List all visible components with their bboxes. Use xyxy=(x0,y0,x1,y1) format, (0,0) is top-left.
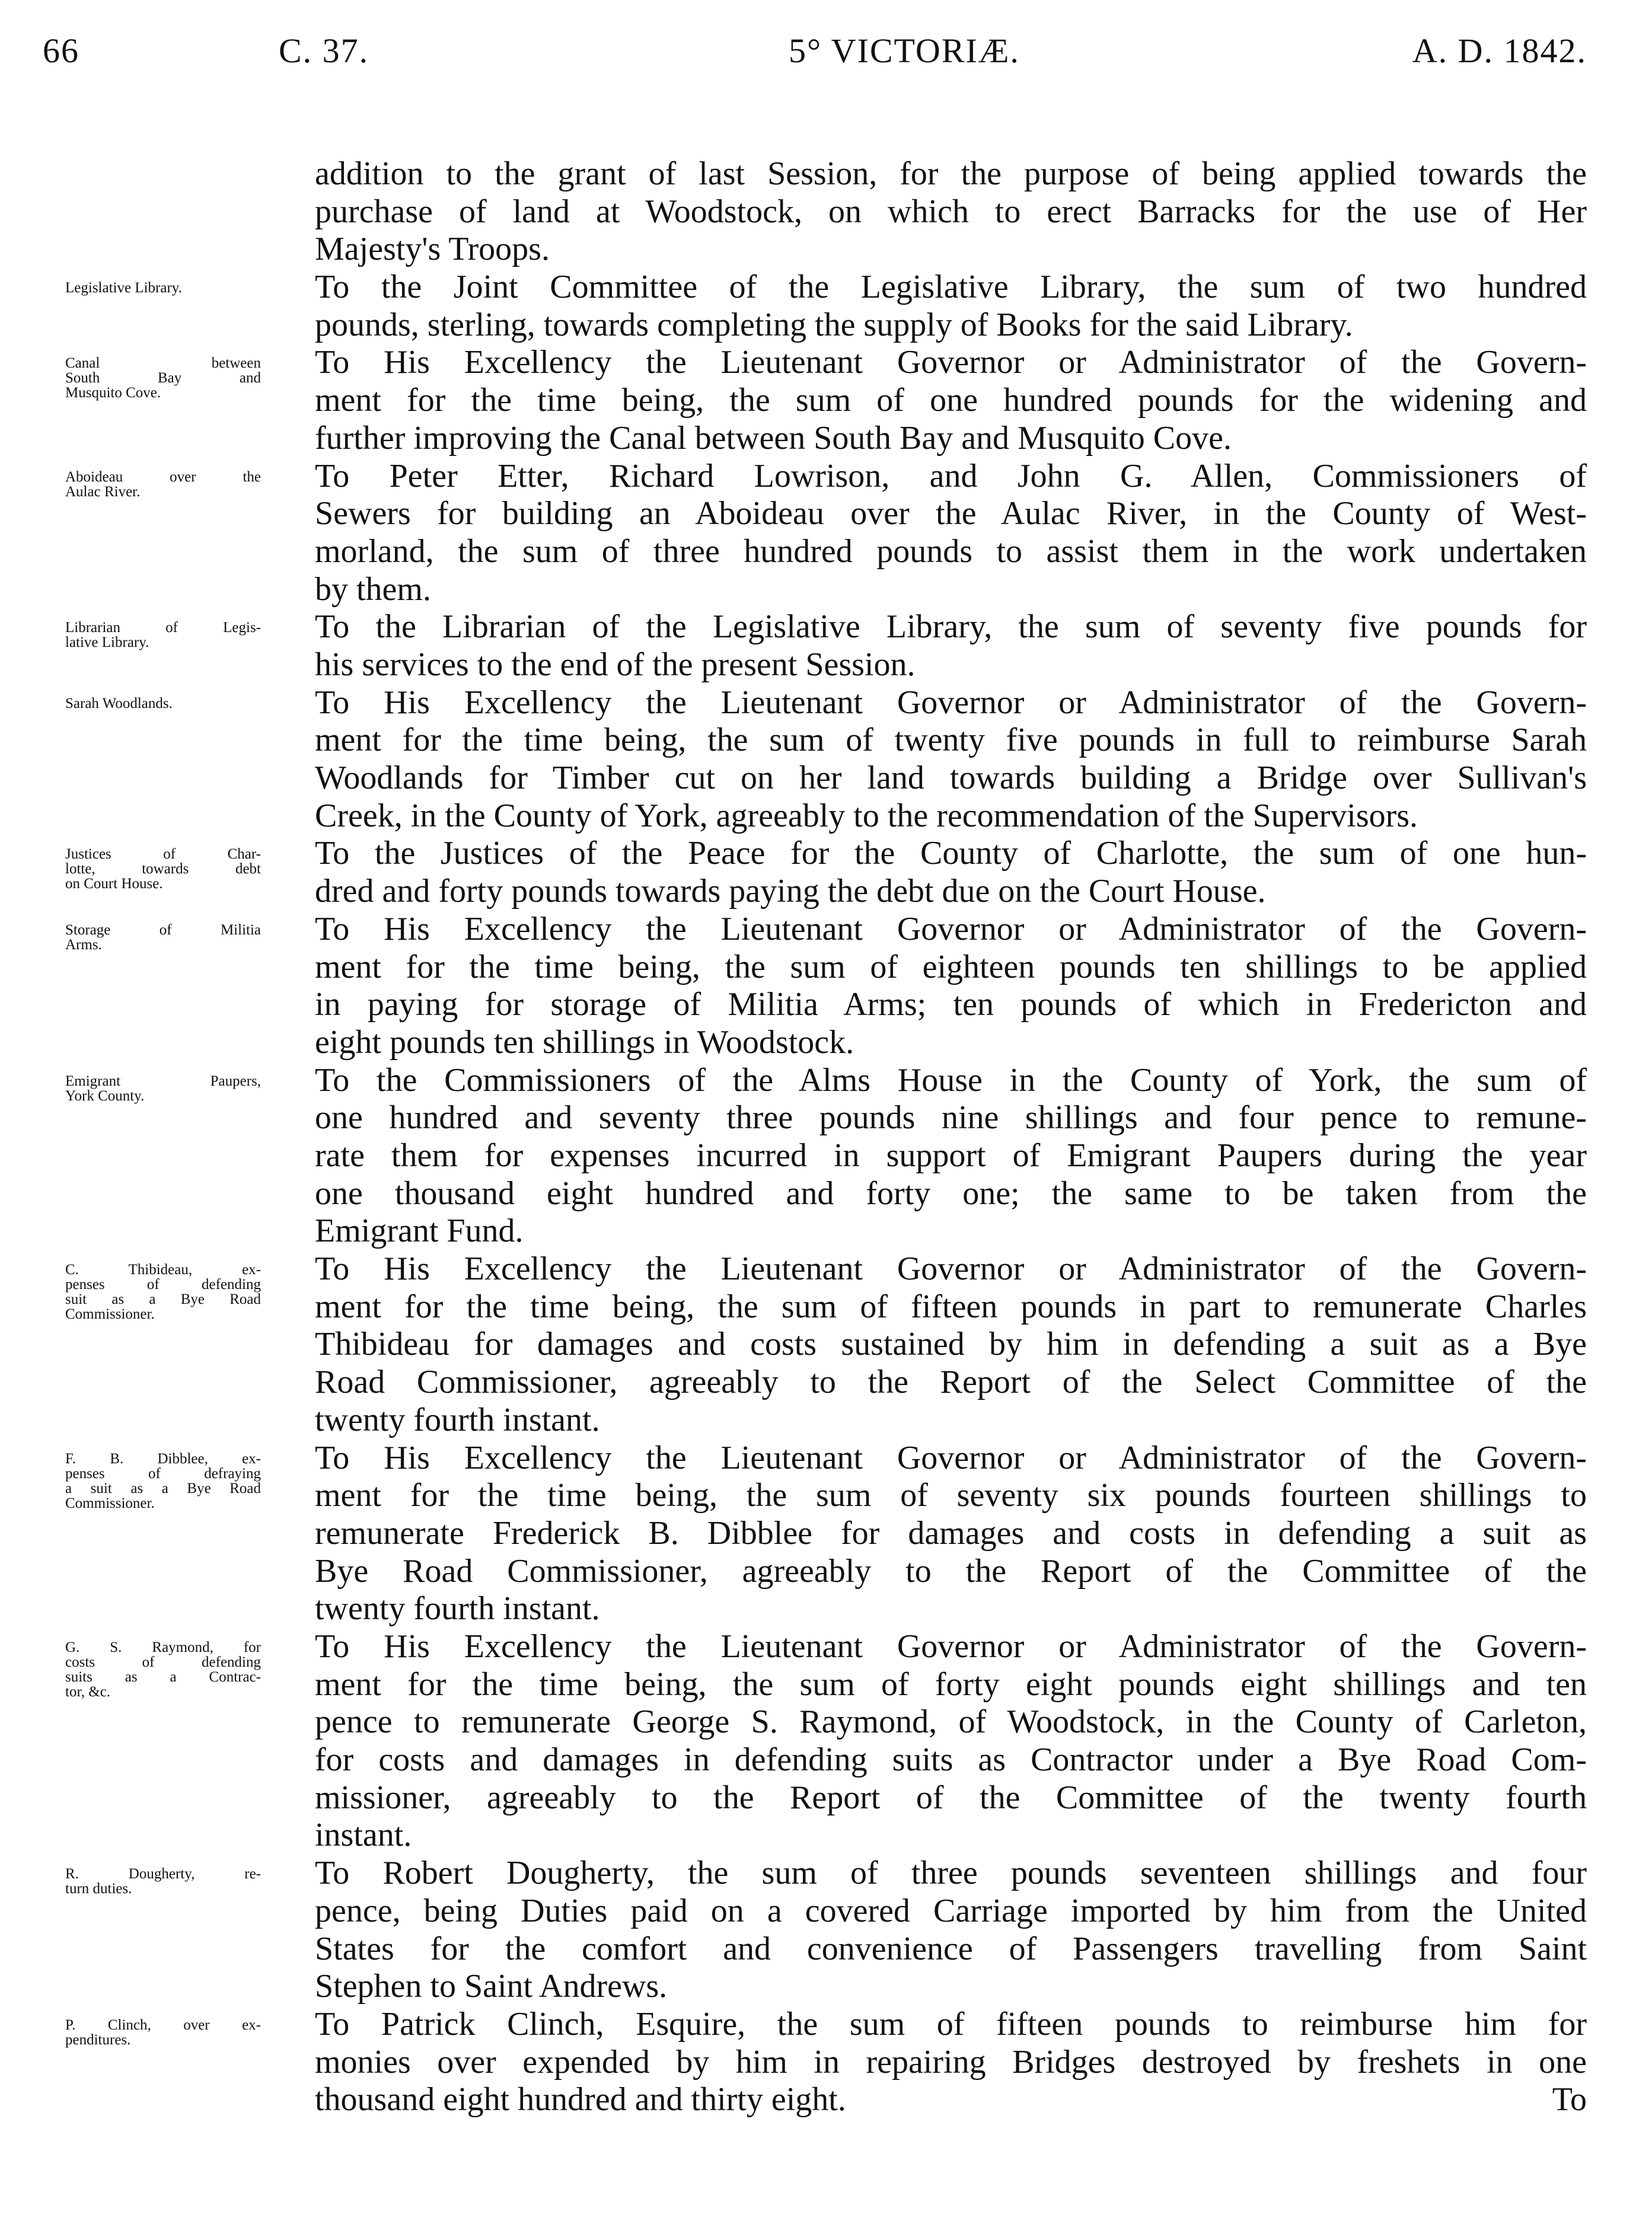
line-text: To His Excellency the Lieutenant Governor or Administrator of the Govern- xyxy=(315,344,1587,381)
margin-note-line: Justices of Char- xyxy=(65,846,261,863)
margin-note-line: Commissioner. xyxy=(65,1495,155,1511)
text-line xyxy=(315,1440,1587,1478)
appropriation-entry xyxy=(65,344,1587,457)
line-text: for costs and damages in defending suits as Contractor under a Bye Road Com- xyxy=(315,1741,1587,1779)
margin-note-line: turn duties. xyxy=(65,1881,132,1897)
line-text: eight pounds ten shillings in Woodstock. xyxy=(315,1023,854,1061)
text-line xyxy=(315,1099,1587,1137)
paragraph xyxy=(315,684,1587,835)
margin-note-line: penses of defraying xyxy=(65,1465,261,1482)
line-text: Stephen to Saint Andrews. xyxy=(315,1968,668,2005)
appropriation-entry xyxy=(65,911,1587,1062)
regnal-year: 5° VICTORIÆ. xyxy=(789,31,1020,70)
document-body xyxy=(65,155,1587,2119)
appropriation-entry xyxy=(65,1062,1587,1250)
appropriation-entry xyxy=(65,1250,1587,1439)
line-text: Road Commissioner, agreeably to the Report of the Select Committee of the xyxy=(315,1364,1587,1401)
paragraph xyxy=(315,1062,1587,1250)
line-text: his services to the end of the present Session. xyxy=(315,646,916,683)
line-text: missioner, agreeably to the Report of the Committee of the twenty fourth xyxy=(315,1779,1587,1816)
paragraph xyxy=(315,911,1587,1062)
chapter-number: C. 37. xyxy=(279,31,369,70)
text-line xyxy=(315,1137,1587,1175)
text-line xyxy=(315,760,1587,797)
calendar-year: A. D. 1842. xyxy=(1412,31,1587,70)
margin-note-line: suits as a Contrac- xyxy=(65,1668,261,1685)
line-text: To His Excellency the Lieutenant Governor or Administrator of the Govern- xyxy=(315,1628,1587,1665)
text-line xyxy=(315,949,1587,987)
line-text: one hundred and seventy three pounds nine shillings and four pence to remune- xyxy=(315,1099,1587,1137)
margin-note-line: Musquito Cove. xyxy=(65,385,161,401)
margin-note xyxy=(65,1062,261,1250)
margin-note xyxy=(65,344,261,457)
margin-note xyxy=(65,1628,261,1855)
line-text: To His Excellency the Lieutenant Governor or Administrator of the Govern- xyxy=(315,684,1587,721)
text-line xyxy=(315,2081,1587,2119)
appropriation-entry xyxy=(65,1628,1587,1855)
appropriation-entry xyxy=(65,608,1587,684)
appropriation-entry xyxy=(65,269,1587,344)
line-text: To His Excellency the Lieutenant Governor or Administrator of the Govern- xyxy=(315,910,1587,947)
appropriation-entry xyxy=(65,835,1587,910)
text-line xyxy=(315,231,1587,269)
text-line xyxy=(315,533,1587,571)
line-text: ment for the time being, the sum of seventy six pounds fourteen shillings to xyxy=(315,1477,1587,1514)
appropriation-entry xyxy=(65,684,1587,835)
line-text: pounds, sterling, towards completing the supply of Books for the said Library. xyxy=(315,306,1353,343)
text-line xyxy=(315,1212,1587,1250)
text-line xyxy=(315,269,1587,307)
text-line xyxy=(315,1062,1587,1100)
line-text: monies over expended by him in repairing Bridges destroyed by freshets in one xyxy=(315,2043,1587,2081)
line-text: ment for the time being, the sum of twenty five pounds in full to reimburse Sarah xyxy=(315,722,1587,759)
line-text: To Peter Etter, Richard Lowrison, and John G. Allen, Commissioners of xyxy=(315,457,1587,494)
appropriation-entry xyxy=(65,2006,1587,2119)
margin-note-line: tor, &c. xyxy=(65,1683,111,1700)
margin-note-line: suit as a Bye Road xyxy=(65,1291,261,1308)
text-line xyxy=(315,458,1587,496)
text-line xyxy=(315,911,1587,949)
text-line xyxy=(315,1364,1587,1402)
line-text: addition to the grant of last Session, for the purpose of being applied towards the xyxy=(315,155,1587,192)
line-text: thousand eight hundred and thirty eight. xyxy=(315,2081,846,2118)
text-line xyxy=(315,1477,1587,1515)
text-line xyxy=(315,2006,1587,2044)
line-text: twenty fourth instant. xyxy=(315,1590,600,1628)
margin-note xyxy=(65,1440,261,1628)
text-line xyxy=(315,1968,1587,2006)
paragraph xyxy=(315,835,1587,910)
text-line xyxy=(315,1553,1587,1591)
paragraph xyxy=(315,1855,1587,2006)
text-line xyxy=(315,835,1587,873)
line-text: in paying for storage of Militia Arms; ten pounds of which in Fredericton and xyxy=(315,986,1587,1023)
line-text: purchase of land at Woodstock, on which to erect Barracks for the use of Her xyxy=(315,193,1587,230)
paragraph xyxy=(315,608,1587,684)
margin-note-line: P. Clinch, over ex- xyxy=(65,2016,261,2033)
paragraph xyxy=(315,458,1587,609)
text-line xyxy=(315,684,1587,722)
paragraph xyxy=(315,1250,1587,1439)
text-line xyxy=(315,873,1587,911)
line-text: Sewers for building an Aboideau over the Aulac River, in the County of West- xyxy=(315,495,1587,532)
text-line xyxy=(315,382,1587,420)
line-text: ment for the time being, the sum of fifteen pounds in part to remunerate Charles xyxy=(315,1288,1587,1325)
line-text: Thibideau for damages and costs sustained by him in defending a suit as a Bye xyxy=(315,1326,1587,1363)
margin-note-line: Emigrant Paupers, xyxy=(65,1073,261,1089)
margin-note-line: Librarian of Legis- xyxy=(65,620,261,636)
paragraph xyxy=(315,344,1587,457)
line-text: dred and forty pounds towards paying the debt due on the Court House. xyxy=(315,873,1266,910)
line-text: one thousand eight hundred and forty one; the same to be taken from the xyxy=(315,1175,1587,1212)
paragraph xyxy=(315,2006,1587,2119)
margin-note xyxy=(65,269,261,344)
line-text: twenty fourth instant. xyxy=(315,1401,600,1438)
text-line xyxy=(315,1175,1587,1213)
line-text: pence to remunerate George S. Raymond, of Woodstock, in the County of Carleton, xyxy=(315,1703,1587,1741)
margin-note-line: Aboideau over the xyxy=(65,468,261,485)
margin-note-line: Legislative Library. xyxy=(65,280,182,296)
margin-note-line: penditures. xyxy=(65,2031,131,2048)
line-text: rate them for expenses incurred in support of Emigrant Paupers during the year xyxy=(315,1137,1587,1174)
line-text: further improving the Canal between South Bay and Musquito Cove. xyxy=(315,419,1232,457)
margin-note-line: Sarah Woodlands. xyxy=(65,695,173,711)
text-line xyxy=(315,1590,1587,1628)
text-line xyxy=(315,307,1587,344)
margin-note xyxy=(65,458,261,609)
line-text: To His Excellency the Lieutenant Governor or Administrator of the Govern- xyxy=(315,1250,1587,1288)
margin-note-line: South Bay and xyxy=(65,370,261,387)
text-line xyxy=(315,2044,1587,2082)
text-line xyxy=(315,722,1587,760)
text-line xyxy=(315,1628,1587,1666)
paragraph xyxy=(315,269,1587,344)
margin-note-line: R. Dougherty, re- xyxy=(65,1866,261,1882)
margin-note-line: Commissioner. xyxy=(65,1306,155,1323)
text-line xyxy=(315,1402,1587,1440)
text-line xyxy=(315,1666,1587,1704)
line-text: States for the comfort and convenience of Passengers travelling from Saint xyxy=(315,1930,1587,1967)
margin-note-line: Storage of Militia xyxy=(65,921,261,938)
line-text: Creek, in the County of York, agreeably to the recommendation of the Supervisors. xyxy=(315,797,1418,834)
text-line xyxy=(315,1515,1587,1553)
line-text: Woodlands for Timber cut on her land towards building a Bridge over Sullivan's xyxy=(315,760,1587,797)
line-text: pence, being Duties paid on a covered Carriage imported by him from the United xyxy=(315,1892,1587,1929)
text-line xyxy=(315,495,1587,533)
line-text: To the Librarian of the Legislative Library, the sum of seventy five pounds for xyxy=(315,608,1587,646)
margin-note-line: costs of defending xyxy=(65,1654,261,1670)
margin-note-line: Aulac River. xyxy=(65,483,141,500)
text-line xyxy=(315,1326,1587,1364)
text-line xyxy=(315,193,1587,231)
margin-note xyxy=(65,155,261,269)
line-text: To Robert Dougherty, the sum of three pounds seventeen shillings and four xyxy=(315,1855,1587,1892)
line-text: ment for the time being, the sum of one hundred pounds for the widening and xyxy=(315,382,1587,419)
margin-note-line: lative Library. xyxy=(65,634,149,651)
text-line xyxy=(315,1250,1587,1288)
text-line xyxy=(315,1893,1587,1931)
line-text: To the Commissioners of the Alms House in the County of York, the sum of xyxy=(315,1061,1587,1099)
line-text: remunerate Frederick B. Dibblee for damages and costs in defending a suit as xyxy=(315,1514,1587,1552)
margin-note-line: a suit as a Bye Road xyxy=(65,1480,261,1497)
text-line xyxy=(315,571,1587,609)
page-number: 66 xyxy=(43,31,79,70)
margin-note-line: C. Thibideau, ex- xyxy=(65,1262,261,1278)
appropriation-entry xyxy=(65,1440,1587,1628)
margin-note xyxy=(65,911,261,1062)
paragraph xyxy=(315,1628,1587,1855)
text-line xyxy=(315,1779,1587,1817)
margin-note-line: G. S. Raymond, for xyxy=(65,1639,261,1655)
text-line xyxy=(315,1741,1587,1779)
margin-note xyxy=(65,608,261,684)
text-line xyxy=(315,646,1587,684)
text-line xyxy=(315,420,1587,458)
line-text: To the Justices of the Peace for the County of Charlotte, the sum of one hun- xyxy=(315,835,1587,872)
margin-note xyxy=(65,2006,261,2119)
margin-note xyxy=(65,835,261,910)
text-line xyxy=(315,1288,1587,1326)
text-line xyxy=(315,1024,1587,1062)
text-line xyxy=(315,1817,1587,1855)
appropriation-entry xyxy=(65,1855,1587,2006)
margin-note xyxy=(65,684,261,835)
line-text: Majesty's Troops. xyxy=(315,231,550,268)
line-text: To His Excellency the Lieutenant Governor or Administrator of the Govern- xyxy=(315,1439,1587,1476)
margin-note-line: lotte, towards debt xyxy=(65,861,261,878)
margin-note-line: F. B. Dibblee, ex- xyxy=(65,1450,261,1467)
text-line xyxy=(315,797,1587,835)
line-text: To Patrick Clinch, Esquire, the sum of fifteen pounds to reimburse him for xyxy=(315,2005,1587,2043)
line-text: Bye Road Commissioner, agreeably to the Report of the Committee of the xyxy=(315,1552,1587,1590)
text-line xyxy=(315,1931,1587,1968)
line-text: ment for the time being, the sum of eighteen pounds ten shillings to be applied xyxy=(315,948,1587,985)
margin-note-line: Arms. xyxy=(65,936,102,953)
text-line xyxy=(315,155,1587,193)
margin-note xyxy=(65,1250,261,1439)
line-text: ment for the time being, the sum of forty eight pounds eight shillings and ten xyxy=(315,1665,1587,1703)
margin-note-line: York County. xyxy=(65,1087,145,1104)
text-line xyxy=(315,986,1587,1024)
margin-note-line: on Court House. xyxy=(65,876,163,892)
margin-note-line: Canal between xyxy=(65,355,261,372)
line-text: instant. xyxy=(315,1817,412,1854)
text-line xyxy=(315,1703,1587,1741)
paragraph xyxy=(315,155,1587,269)
paragraph xyxy=(315,1440,1587,1628)
margin-note xyxy=(65,1855,261,2006)
text-line xyxy=(315,344,1587,382)
line-text: by them. xyxy=(315,570,431,608)
appropriation-entry xyxy=(65,458,1587,609)
line-text: Emigrant Fund. xyxy=(315,1212,524,1250)
line-text: To the Joint Committee of the Legislative Library, the sum of two hundred xyxy=(315,269,1587,306)
catchword: To xyxy=(1552,2081,1587,2118)
margin-note-line: penses of defending xyxy=(65,1277,261,1293)
text-line xyxy=(315,608,1587,646)
appropriation-entry xyxy=(65,155,1587,269)
text-line xyxy=(315,1855,1587,1893)
line-text: morland, the sum of three hundred pounds to assist them in the work undertaken xyxy=(315,532,1587,570)
